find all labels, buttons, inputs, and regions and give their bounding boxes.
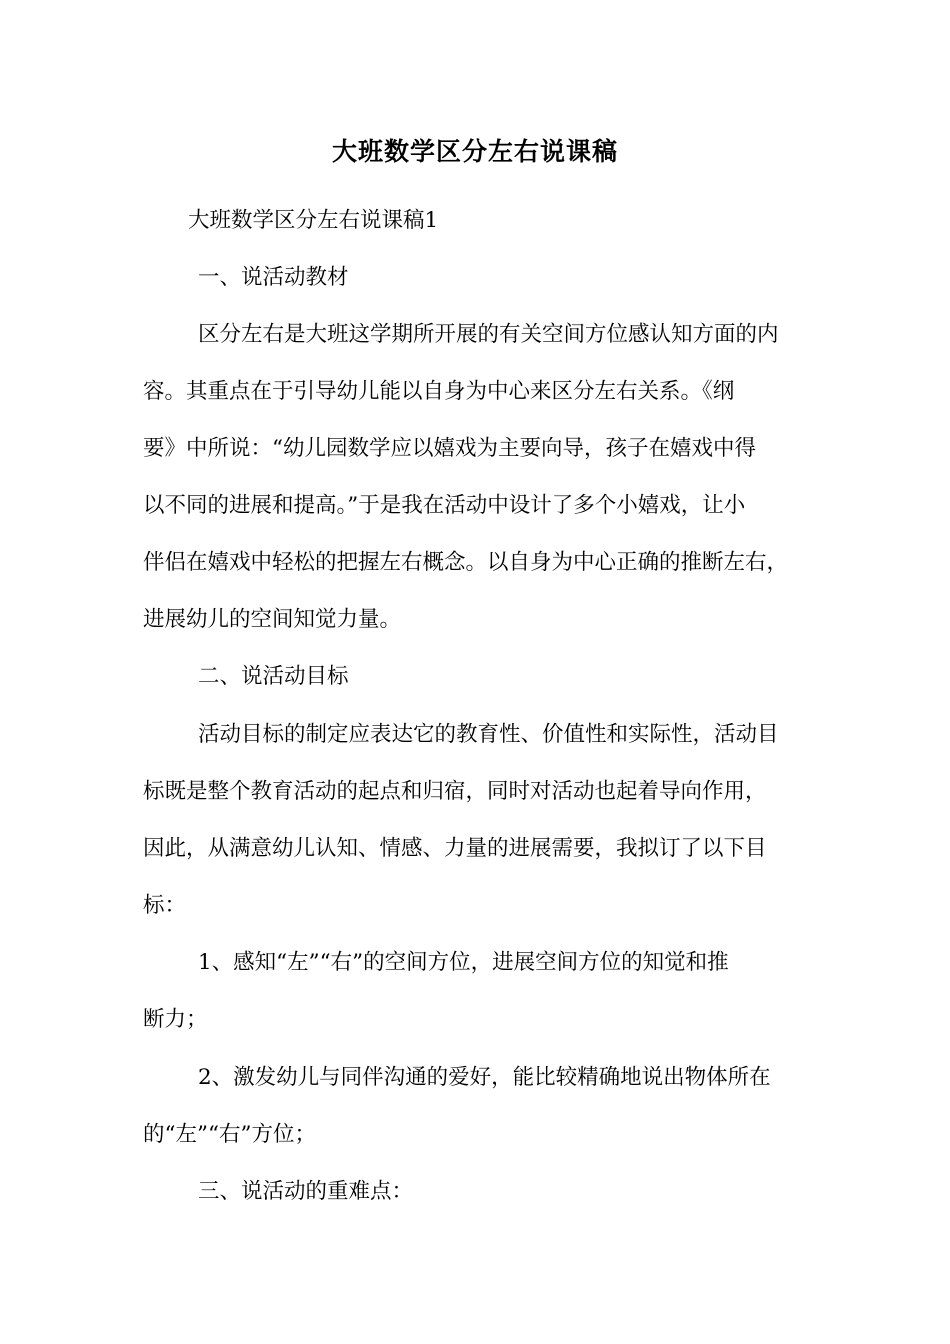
section-heading-teaching-material: 一、说活动教材 xyxy=(198,265,349,290)
paragraph-line: 区分左右是大班这学期所开展的有关空间方位感认知方面的内 xyxy=(198,322,779,347)
document-title: 大班数学区分左右说课稿 xyxy=(331,137,618,166)
paragraph-line: 要》中所说：“幼儿园数学应以嬉戏为主要向导，孩子在嬉戏中得 xyxy=(143,436,756,461)
goal-item-2: 2、激发幼儿与同伴沟通的爱好，能比较精确地说出物体所在 xyxy=(198,1065,771,1090)
paragraph-line: 因此，从满意幼儿认知、情感、力量的进展需要，我拟订了以下目 xyxy=(143,836,767,861)
paragraph-line: 进展幼儿的空间知觉力量。 xyxy=(143,607,402,632)
goal-item-2-continued: 的“左”“右”方位； xyxy=(143,1122,316,1147)
paragraph-line: 以不同的进展和提高。”于是我在活动中设计了多个小嬉戏，让小 xyxy=(143,493,746,518)
paragraph-line: 标既是整个教育活动的起点和归宿，同时对活动也起着导向作用， xyxy=(143,779,767,804)
goal-item-1: 1、感知“左”“右”的空间方位，进展空间方位的知觉和推 xyxy=(198,950,729,975)
paragraph-line: 伴侣在嬉戏中轻松的把握左右概念。以自身为中心正确的推断左右， xyxy=(143,550,789,575)
paragraph-line: 活动目标的制定应表达它的教育性、价值性和实际性，活动目 xyxy=(198,722,779,747)
document-subtitle: 大班数学区分左右说课稿1 xyxy=(188,208,439,233)
paragraph-line: 容。其重点在于引导幼儿能以自身为中心来区分左右关系。《纲 xyxy=(143,379,735,404)
section-heading-activity-goals: 二、说活动目标 xyxy=(198,664,349,689)
goal-item-1-continued: 断力； xyxy=(143,1007,208,1032)
paragraph-line: 标： xyxy=(143,893,187,918)
section-heading-key-difficulties: 三、说活动的重难点： xyxy=(198,1179,414,1204)
